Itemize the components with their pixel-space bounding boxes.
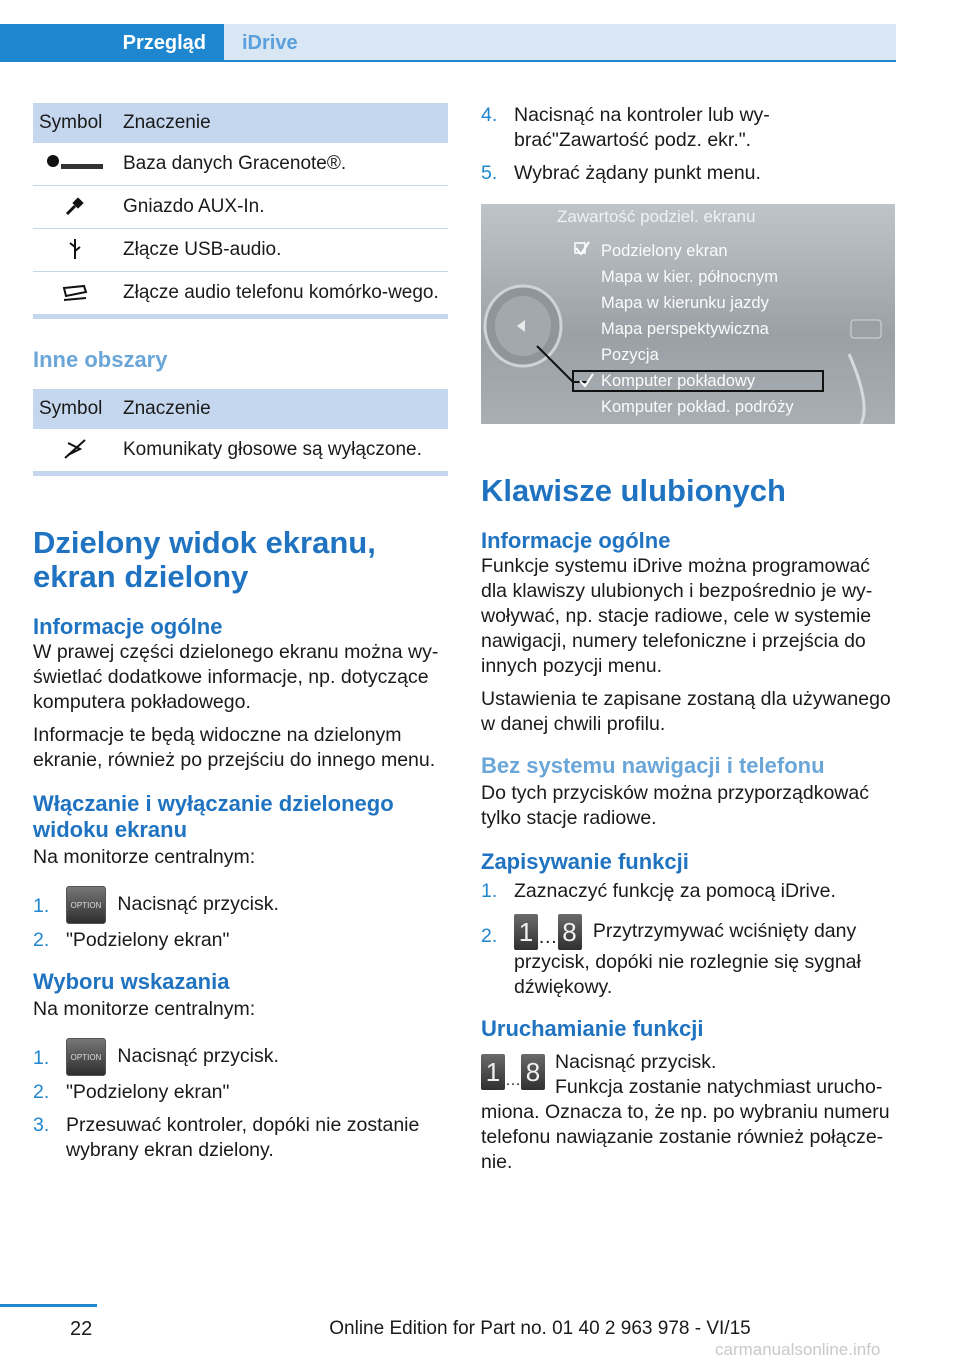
tab-przeglad[interactable]: Przegląd	[0, 24, 224, 62]
screen-menu-item[interactable]: Pozycja	[601, 346, 659, 364]
column-header-meaning: Znaczenie	[117, 389, 448, 429]
list-text: Nacisnąć przycisk.	[117, 893, 279, 916]
favorite-key-1-icon: 1	[514, 914, 538, 950]
screen-menu-item[interactable]: Mapa w kier. północnym	[601, 268, 778, 286]
table-header-row	[33, 103, 448, 143]
no-nav-paragraph: Do tych przycisków można przyporządkować tylko stacje radiowe.	[481, 782, 869, 829]
symbol-table-media	[33, 103, 448, 314]
screen-menu-item[interactable]: Podzielony ekran	[601, 242, 728, 260]
table-cell-meaning: Komunikaty głosowe są wyłączone.	[123, 439, 422, 460]
table-row	[33, 186, 448, 229]
aux-plug-icon	[39, 194, 111, 218]
favorite-key-1-icon: 1	[481, 1054, 505, 1090]
key-range-dots: …	[538, 926, 558, 948]
table-row	[33, 272, 448, 315]
split-onoff-intro: Na monitorze centralnym:	[33, 846, 256, 868]
symbol-table-other	[33, 389, 448, 471]
screen-menu-item-selected[interactable]: Komputer pokładowy	[601, 372, 756, 390]
list-number: 1.	[33, 895, 50, 917]
list-text: "Podzielony ekran"	[66, 929, 230, 951]
list-text: Przesuwać kontroler, dopóki nie zostanie wybrany ekran dzielony.	[66, 1114, 420, 1161]
table-row	[33, 143, 448, 186]
onoff-steps-list	[33, 886, 448, 953]
table-row	[33, 229, 448, 272]
select-view-intro: Na monitorze centralnym:	[33, 998, 256, 1020]
list-text: "Podzielony ekran"	[66, 1081, 230, 1103]
list-number: 2.	[481, 925, 498, 947]
favorite-key-8-icon: 8	[558, 914, 582, 950]
column-header-meaning: Znaczenie	[117, 103, 448, 143]
select-steps-list	[33, 1038, 448, 1163]
favorites-title: Klawisze ulubionych	[481, 473, 786, 508]
select-view-heading: Wyboru wskazania	[33, 969, 230, 994]
list-item	[33, 928, 448, 953]
right-column	[481, 103, 895, 1175]
favorites-paragraph-2: Ustawienia te zapisane zostaną dla używanego w danej chwili profilu.	[481, 688, 891, 735]
list-item	[33, 1113, 448, 1163]
save-function-heading: Zapisywanie funkcji	[481, 849, 689, 874]
key-range-dots: …	[505, 1072, 521, 1089]
list-text: Zaznaczyć funkcję za pomocą iDrive.	[514, 880, 836, 902]
screen-menu	[601, 238, 794, 420]
watermark: carmanualsonline.info	[715, 1340, 881, 1359]
favorite-key-8-icon: 8	[521, 1054, 545, 1090]
option-button-icon: OPTION	[66, 886, 106, 924]
list-text: Przytrzymywać wciśnięty dany przycisk, dopóki nie rozlegnie się sygnał dźwiękowy.	[514, 920, 861, 998]
page-number: 22	[70, 1318, 93, 1340]
list-item	[481, 914, 895, 1000]
section-title-inne: Inne obszary	[33, 347, 168, 372]
column-header-symbol: Symbol	[33, 389, 117, 429]
table-row	[33, 429, 448, 471]
idrive-screen-image	[481, 204, 895, 424]
split-general-heading: Informacje ogólne	[33, 614, 223, 639]
favorites-general-heading: Informacje ogólne	[481, 528, 671, 553]
list-number: 2.	[33, 1081, 50, 1103]
list-number: 4.	[481, 104, 498, 126]
table-divider	[33, 471, 448, 476]
list-text: Nacisnąć przycisk.	[117, 1045, 279, 1068]
table-cell-meaning: Złącze USB-audio.	[117, 229, 448, 272]
gracenote-logo-icon	[39, 151, 111, 175]
phone-audio-icon	[39, 280, 111, 304]
favorites-paragraph-1: Funkcje systemu iDrive można programować dla klawiszy ulubionych i bezpośrednio je wy-woływać, np. stacje radiowe, cele w systemie nawigacji, numery telefoniczne i przejścia do innych pozycji menu.	[481, 555, 873, 677]
list-item	[481, 879, 895, 904]
option-button-icon: OPTION	[66, 1038, 106, 1076]
usb-icon	[39, 237, 111, 261]
list-number: 2.	[33, 929, 50, 951]
list-number: 5.	[481, 162, 498, 184]
list-number: 3.	[33, 1114, 50, 1136]
continued-steps-list	[481, 103, 895, 186]
split-view-title: Dzielony widok ekranu, ekran dzielony	[33, 525, 376, 594]
screen-menu-item[interactable]: Mapa perspektywiczna	[601, 320, 769, 338]
screen-menu-item[interactable]: Mapa w kierunku jazdy	[601, 294, 769, 312]
table-header-row	[33, 389, 448, 429]
page-header	[0, 0, 960, 62]
list-text: Wybrać żądany punkt menu.	[514, 162, 761, 184]
table-divider	[33, 314, 448, 319]
run-function-block	[481, 1050, 895, 1175]
left-column	[33, 103, 448, 1163]
run-function-line-2: Funkcja zostanie natychmiast urucho-miona. Oznacza to, że np. po wybraniu numeru telefonu nawiązanie zostanie również połącze-nie.	[481, 1076, 890, 1173]
list-item	[481, 103, 895, 153]
table-cell-meaning: Złącze audio telefonu komórko-wego.	[123, 282, 439, 303]
run-function-heading: Uruchamianie funkcji	[481, 1016, 704, 1041]
header-underline	[0, 60, 896, 62]
split-general-paragraph-2: Informacje te będą widoczne na dzielonym ekranie, również po przejściu do innego menu.	[33, 724, 436, 771]
list-number: 1.	[481, 880, 498, 902]
save-steps-list	[481, 879, 895, 1000]
list-item	[33, 1080, 448, 1105]
split-general-paragraph-1: W prawej części dzielonego ekranu można wy-świetlać dodatkowe informacje, np. dotyczące komputera pokładowego.	[33, 641, 439, 713]
footer-line	[0, 1304, 97, 1307]
screen-menu-item[interactable]: Komputer pokład. podróży	[601, 398, 794, 416]
list-item	[481, 161, 895, 186]
no-nav-heading: Bez systemu nawigacji i telefonu	[481, 753, 825, 778]
favorite-keys-image	[481, 1054, 545, 1090]
list-text: Nacisnąć na kontroler lub wy-brać"Zawartość podz. ekr.".	[514, 104, 770, 151]
table-cell-meaning: Baza danych Gracenote®.	[117, 143, 448, 186]
list-item	[33, 1038, 448, 1076]
list-item	[33, 886, 448, 924]
table-cell-meaning: Gniazdo AUX-In.	[117, 186, 448, 229]
speech-off-icon	[39, 437, 111, 461]
run-function-line-1: Nacisnąć przycisk.	[555, 1051, 717, 1073]
tab-idrive[interactable]: iDrive	[224, 24, 896, 62]
list-number: 1.	[33, 1047, 50, 1069]
split-onoff-heading: Włączanie i wyłączanie dzielonego widoku ekranu	[33, 791, 394, 842]
footer-edition: Online Edition for Part no. 01 40 2 963 978 - VI/15	[329, 1318, 751, 1339]
column-header-symbol: Symbol	[33, 103, 117, 143]
screen-title: Zawartość podziel. ekranu	[557, 207, 756, 226]
